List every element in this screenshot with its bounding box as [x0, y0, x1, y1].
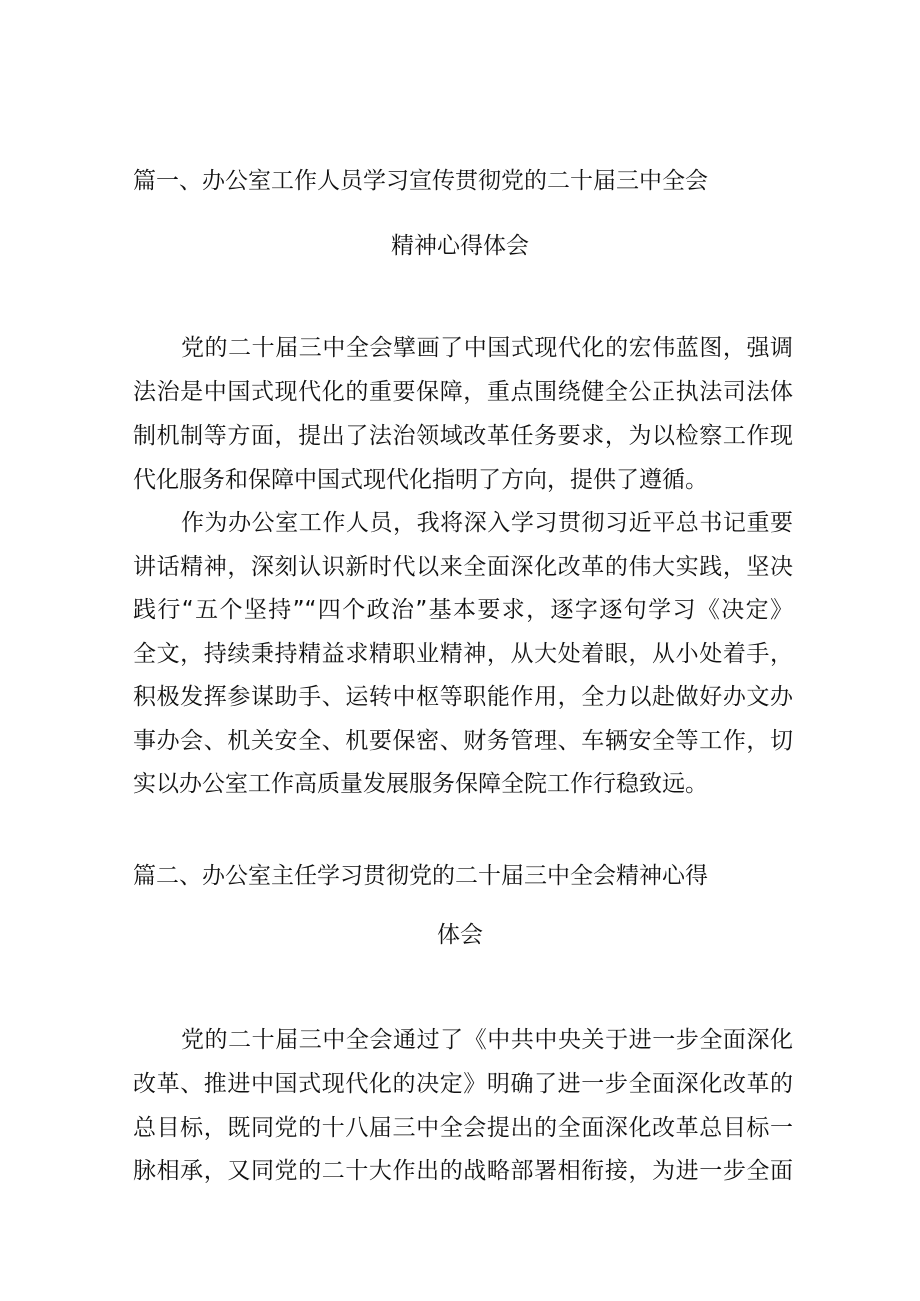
- section1-title-line2: 精神心得体会: [391, 233, 529, 259]
- section1-p2-line7: 实以办公室工作高质量发展服务保障全院工作行稳致远。: [133, 771, 708, 797]
- section1-p1-line1: 党的二十届三中全会擘画了中国式现代化的宏伟蓝图，强调: [181, 335, 793, 361]
- section1-p2-line1: 作为办公室工作人员，我将深入学习贯彻习近平总书记重要: [181, 510, 793, 536]
- section2-p1-line4: 脉相承，又同党的二十大作出的战略部署相衔接，为进一步全面: [133, 1158, 793, 1184]
- section1-p2-line2: 讲话精神，深刻认识新时代以来全面深化改革的伟大实践，坚决: [133, 554, 793, 580]
- section1-p1-line2: 法治是中国式现代化的重要保障，重点围绕健全公正执法司法体: [133, 379, 793, 405]
- section1-p2-line3: 践行“五个坚持”“四个政治”基本要求，逐字逐句学习《决定》: [133, 597, 793, 623]
- section1-p1-line3: 制机制等方面，提出了法治领域改革任务要求，为以检察工作现: [133, 423, 793, 449]
- section1-p1-line4: 代化服务和保障中国式现代化指明了方向，提供了遵循。: [133, 467, 708, 493]
- section1-p2-line4: 全文，持续秉持精益求精职业精神，从大处着眼，从小处着手，: [133, 641, 793, 667]
- section2-p1-line3: 总目标，既同党的十八届三中全会提出的全面深化改革总目标一: [133, 1115, 793, 1141]
- section1-p2-line6: 事办会、机关安全、机要保密、财务管理、车辆安全等工作，切: [133, 728, 793, 754]
- section1-p2-line5: 积极发挥参谋助手、运转中枢等职能作用，全力以赴做好办文办: [133, 684, 793, 710]
- section2-p1-line2: 改革、推进中国式现代化的决定》明确了进一步全面深化改革的: [133, 1071, 793, 1097]
- section2-title-line2: 体会: [437, 922, 483, 948]
- section1-title-line1: 篇一、办公室工作人员学习宣传贯彻党的二十届三中全会: [133, 168, 708, 194]
- section2-title-line1: 篇二、办公室主任学习贯彻党的二十届三中全会精神心得: [133, 863, 708, 889]
- section2-p1-line1: 党的二十届三中全会通过了《中共中央关于进一步全面深化: [181, 1027, 793, 1053]
